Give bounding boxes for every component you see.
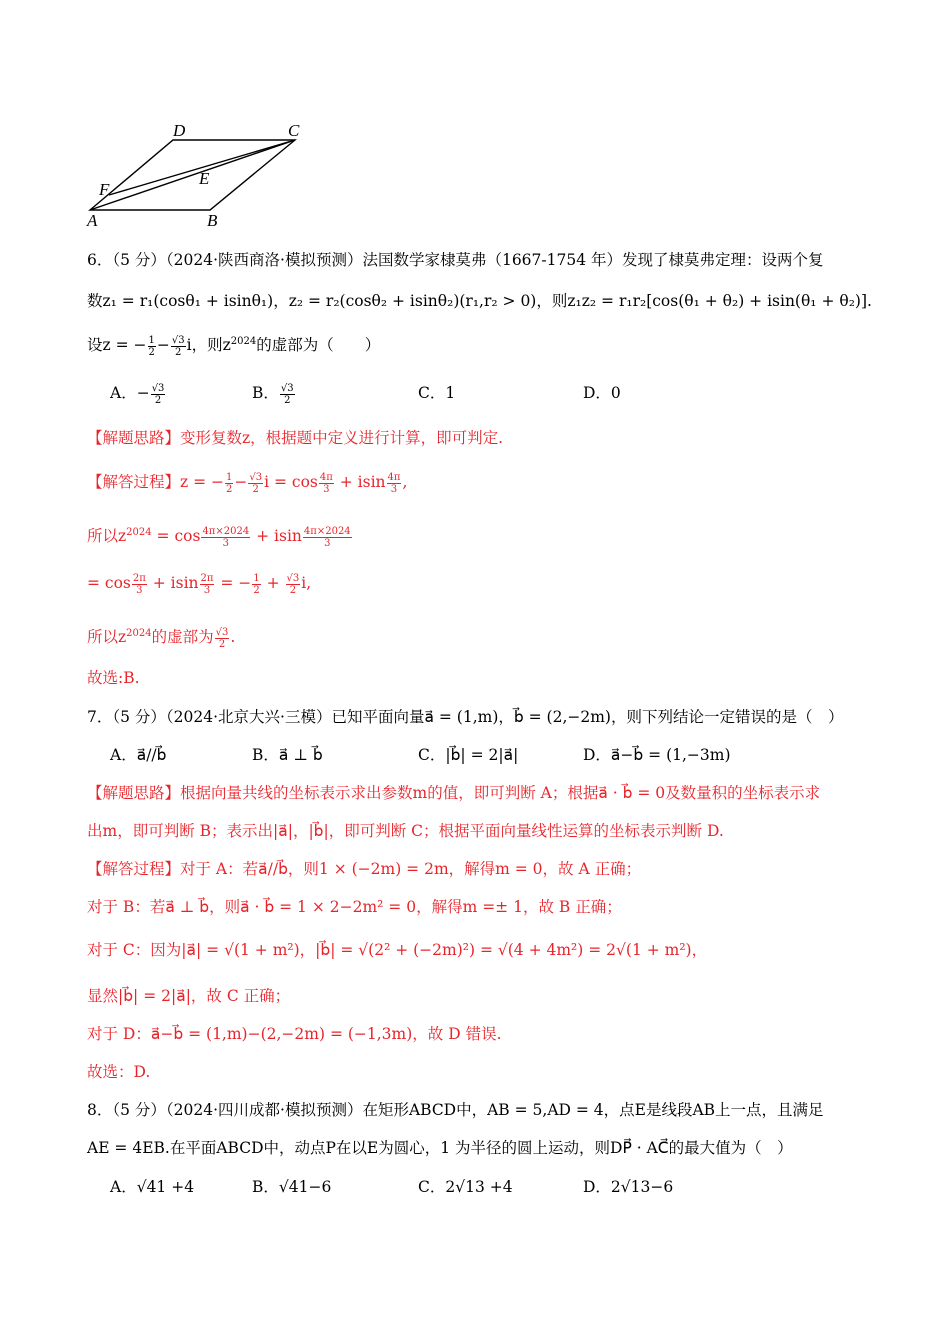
- q8-option-d: D．2√13−6: [583, 1178, 674, 1196]
- q6-solution-step4: 所以$z^{2024}$的虚部为 $\frac{√3}{2}$ .: [87, 626, 236, 650]
- q8-option-a: A．√41 +4: [110, 1178, 195, 1196]
- label-e: E: [199, 169, 210, 188]
- q7-option-c: C．|b⃗| = 2|a⃗|: [418, 746, 519, 764]
- q7-solution-idea-1: 【解题思路】根据向量共线的坐标表示求出参数m的值，即可判断 A；根据a⃗ · b⃗ = 0及数量积的坐标表示求: [87, 784, 821, 802]
- segment-a-c: [90, 140, 295, 210]
- q7-option-d: D．a⃗−b⃗ = (1,−3m): [583, 746, 731, 764]
- q7-solution-idea-2: 出m，即可判断 B；表示出|a⃗|，|b⃗|，即可判断 C；根据平面向量线性运算的坐标表示判断 D.: [87, 822, 724, 840]
- label-f: F: [99, 180, 110, 199]
- q7-solution-step5: 对于 D：a⃗−b⃗ = (1,m)−(2,−2m) = (−1,3m)，故 D 错误.: [87, 1025, 502, 1043]
- q8-line2: AE = 4EB.在平面ABCD中，动点P在以E为圆心，1 为半径的圆上运动，则DP⃗ · AC⃗的最大值为（ ）: [87, 1139, 793, 1157]
- q8-option-b: B．√41−6: [252, 1178, 332, 1196]
- parallelogram-figure: [85, 118, 315, 233]
- q6-solution-idea: 【解题思路】变形复数z，根据题中定义进行计算，即可判定.: [87, 429, 504, 447]
- q7-option-b: B．a⃗ ⊥ b⃗: [252, 746, 323, 764]
- q6-solution-step2: 所以$z^{2024} = \cos$ $\frac{4\pi\times 2024}{3}$ + isin $\frac{4\pi\times 2024}{3}$: [87, 525, 351, 549]
- q7-header: 7．（5 分）（2024·北京大兴·三模）已知平面向量a⃗ = (1,m)，b⃗ = (2,−2m)，则下列结论一定错误的是（ ）: [87, 708, 844, 726]
- q7-solution-step3: 对于 C：因为|a⃗| = √(1 + m²)，|b⃗| = √(2² + (−2m)²) = √(4 + 4m²) = 2√(1 + m²)，: [87, 941, 708, 959]
- q8-option-c: C．2√13 +4: [418, 1178, 513, 1196]
- q6-solution-step1: 【解答过程】z = − $\frac{1}{2}$ − $\frac{√3}{2}$ i = cos $\frac{4\pi}{3}$ + isin $\frac{4\pi}{3}$ ,: [87, 471, 408, 495]
- q8-header: 8．（5 分）（2024·四川成都·模拟预测）在矩形ABCD中，AB = 5,AD = 4，点E是线段AB上一点，且满足: [87, 1101, 824, 1119]
- q6-line3: 设z = − $\frac{1}{2}$ − $\frac{√3}{2}$ i，则$z^{2024}$的虚部为（ ）: [87, 334, 381, 358]
- q6-line2: 数z₁ = r₁(cosθ₁ + isinθ₁)，z₂ = r₂(cosθ₂ + isinθ₂)(r₁,r₂ > 0)，则z₁z₂ = r₁r₂[cos(θ₁ + θ₂) + isin(θ₁ + θ₂)].: [87, 292, 872, 310]
- q7-solution-step4: 显然|b⃗| = 2|a⃗|，故 C 正确；: [87, 987, 291, 1005]
- q6-option-a: A．− $\frac{√3}{2}$: [110, 382, 165, 406]
- q7-solution-step2: 对于 B：若a⃗ ⊥ b⃗，则a⃗ · b⃗ = 1 × 2−2m² = 0，解得m =± 1，故 B 正确；: [87, 898, 622, 916]
- q6-option-b: B． $\frac{√3}{2}$: [252, 382, 294, 406]
- q6-answer: 故选:B.: [87, 669, 140, 687]
- label-b: B: [207, 211, 218, 230]
- q6-option-d: D．0: [583, 384, 621, 402]
- q6-option-c: C．1: [418, 384, 456, 402]
- q7-option-a: A．a⃗//b⃗: [110, 746, 167, 764]
- label-d: D: [173, 121, 186, 140]
- q6-header: 6．（5 分）（2024·陕西商洛·模拟预测）法国数学家棣莫弗（1667-1754 年）发现了棣莫弗定理：设两个复: [87, 251, 824, 269]
- label-c: C: [288, 121, 300, 140]
- q6-solution-step3: = cos $\frac{2\pi}{3}$ + isin $\frac{2\pi}{3}$ = − $\frac{1}{2}$ + $\frac{√3}{2}$ i,: [87, 572, 312, 596]
- label-a: A: [87, 211, 98, 230]
- q7-answer: 故选：D.: [87, 1063, 151, 1081]
- q7-solution-step1: 【解答过程】对于 A：若a⃗//b⃗，则1 × (−2m) = 2m，解得m = 0，故 A 正确；: [87, 860, 642, 878]
